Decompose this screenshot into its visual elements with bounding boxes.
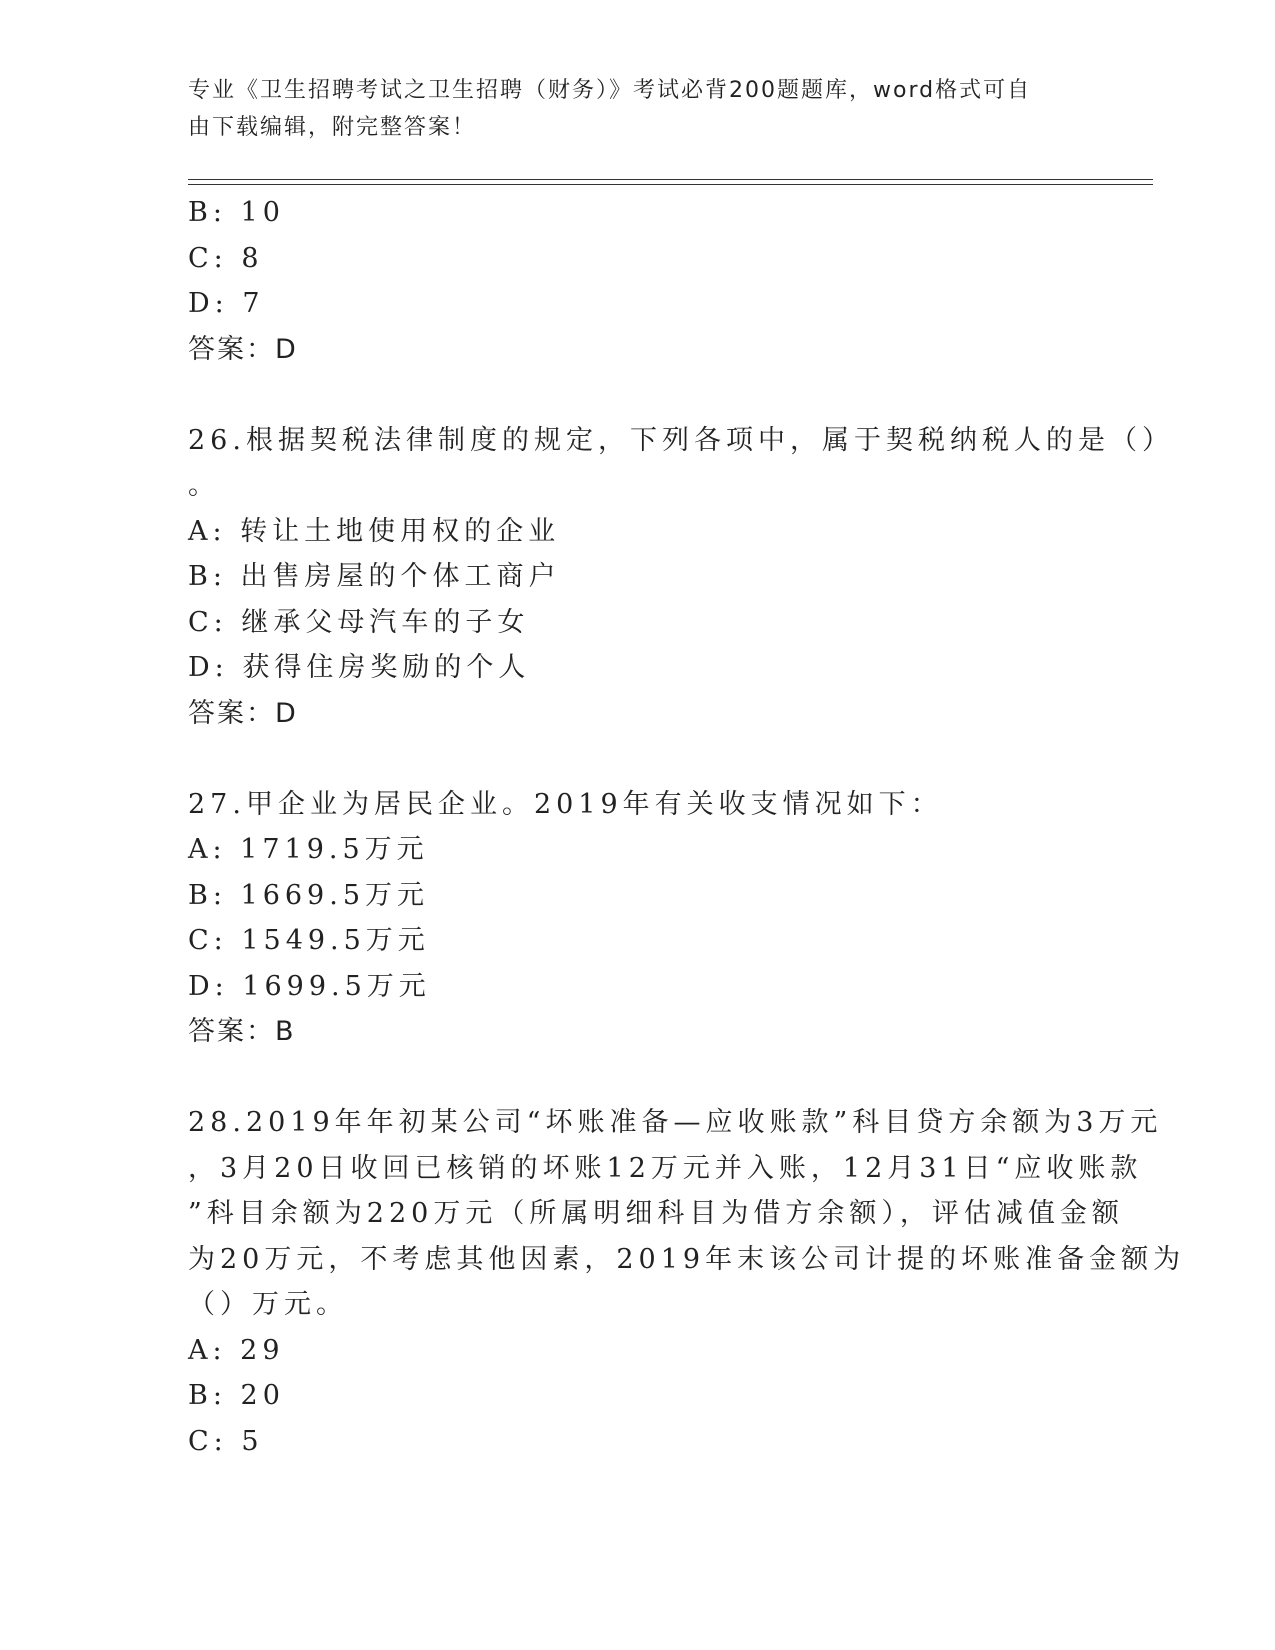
- question-stem-line: 26.根据契税法律制度的规定，下列各项中，属于契税纳税人的是（）: [188, 424, 1174, 456]
- spacer: [188, 736, 1088, 782]
- option-a: A: 1719.5万元: [188, 834, 429, 865]
- answer-line: 答案：B: [188, 1016, 296, 1047]
- question-stem-line: ”科目余额为220万元（所属明细科目为借方余额），评估减值金额: [188, 1198, 1124, 1229]
- question-stem-line: 27.甲企业为居民企业。2019年有关收支情况如下：: [188, 788, 943, 820]
- option-a: A: 29: [188, 1334, 285, 1366]
- question-stem-line: ，3月20日收回已核销的坏账12万元并入账，12月31日“应收账款: [188, 1152, 1143, 1184]
- question-27: [188, 782, 1088, 1055]
- question-stem-line: 28.2019年年初某公司“坏账准备—应收账款”科目贷方余额为3万元: [188, 1107, 1163, 1138]
- spacer: [188, 372, 1088, 418]
- option-d: D: 获得住房奖励的个人: [188, 652, 531, 683]
- page-header: [188, 72, 1068, 146]
- option-d: D: 1699.5万元: [188, 970, 431, 1002]
- option-b: B: 10: [188, 197, 285, 228]
- question-26: [188, 418, 1174, 737]
- question-28: [188, 1100, 1186, 1464]
- answer-line: 答案：D: [188, 333, 298, 365]
- option-c: C: 5: [188, 1425, 264, 1457]
- option-c: C: 继承父母汽车的子女: [188, 606, 530, 638]
- header-rule-bottom: [188, 184, 1153, 185]
- option-b: B: 1669.5万元: [188, 879, 429, 911]
- question-content: [188, 190, 1186, 1464]
- question-25-tail: [188, 190, 1088, 372]
- option-b: B: 20: [188, 1380, 285, 1411]
- header-rule-top: [188, 179, 1153, 180]
- question-stem-line: （）万元。: [188, 1289, 348, 1320]
- question-stem-line: 为20万元，不考虑其他因素，2019年末该公司计提的坏账准备金额为: [188, 1243, 1186, 1275]
- option-b: B: 出售房屋的个体工商户: [188, 561, 561, 592]
- header-line-1: 专业《卫生招聘考试之卫生招聘（财务）》考试必背200题题库，word格式可自: [188, 78, 1032, 103]
- option-c: C: 8: [188, 242, 264, 274]
- question-stem-line: 。: [188, 470, 220, 501]
- spacer: [188, 1055, 1088, 1101]
- answer-line: 答案：D: [188, 697, 298, 729]
- option-d: D: 7: [188, 288, 265, 319]
- option-c: C: 1549.5万元: [188, 925, 430, 956]
- header-line-2: 由下载编辑，附完整答案！: [188, 115, 477, 140]
- option-a: A: 转让土地使用权的企业: [188, 515, 561, 547]
